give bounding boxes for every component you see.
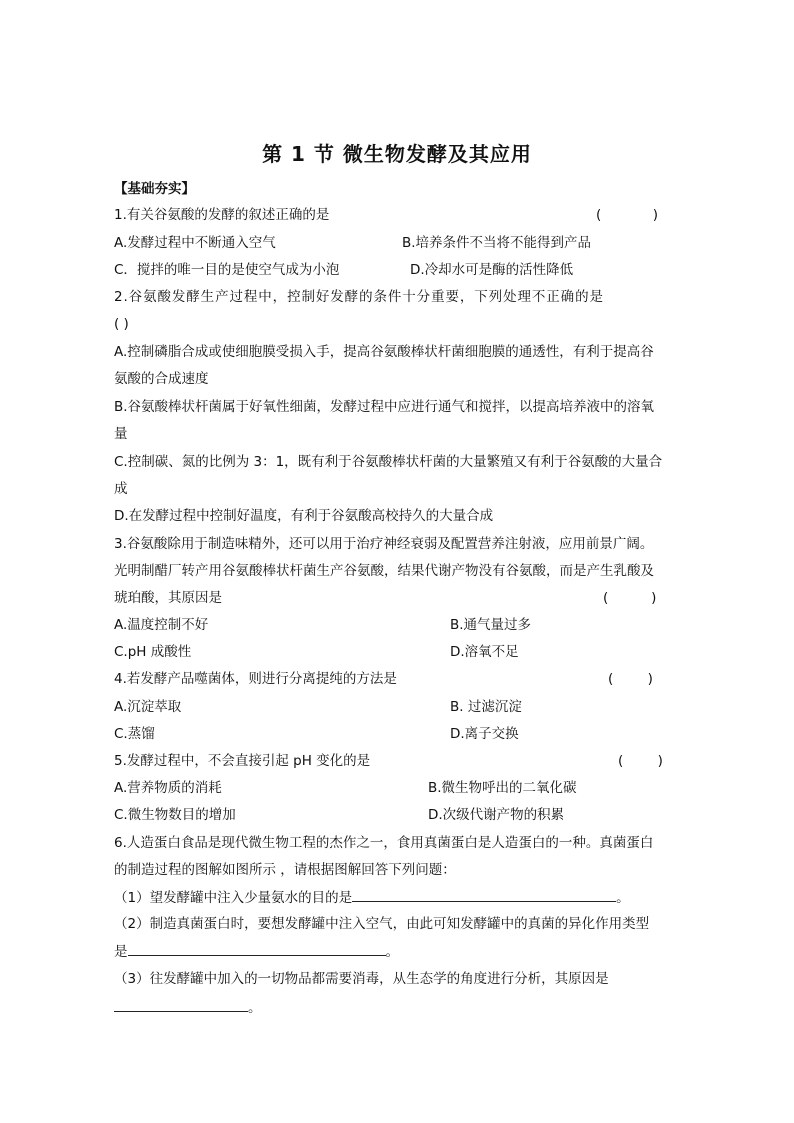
q3-answer-paren[interactable]: ( ) bbox=[603, 590, 657, 606]
q6-stem-line1: 6.人造蛋白食品是现代微生物工程的杰作之一，食用真菌蛋白是人造蛋白的一种。真菌蛋白 bbox=[114, 835, 654, 851]
q2-option-a-cont: 氨酸的合成速度 bbox=[114, 371, 209, 387]
q2-option-b[interactable]: B.谷氨酸棒状杆菌属于好氧性细菌，发酵过程中应进行通气和搅拌，以提高培养液中的溶氧 bbox=[114, 399, 655, 415]
q6-part1-blank[interactable] bbox=[352, 888, 616, 902]
q1-option-a[interactable]: A.发酵过程中不断通入空气 bbox=[114, 235, 276, 251]
q2-option-c-cont: 成 bbox=[114, 481, 128, 497]
q4-option-b[interactable]: B. 过滤沉淀 bbox=[450, 699, 522, 715]
q6-part3-cont bbox=[114, 998, 262, 1017]
q4-option-c[interactable]: C.蒸馏 bbox=[114, 726, 155, 742]
q2-option-d[interactable]: D.在发酵过程中控制好温度，有利于谷氨酸高校持久的大量合成 bbox=[114, 508, 494, 524]
q3-option-b[interactable]: B.通气量过多 bbox=[450, 617, 532, 633]
q5-option-a[interactable]: A.营养物质的消耗 bbox=[114, 780, 222, 796]
q5-option-c[interactable]: C.微生物数目的增加 bbox=[114, 807, 236, 823]
q1-option-d[interactable]: D.冷却水可是酶的活性降低 bbox=[410, 262, 574, 278]
q1-option-c[interactable]: C．搅拌的唯一目的是使空气成为小泡 bbox=[114, 262, 340, 278]
q4-answer-paren[interactable]: ( ) bbox=[608, 671, 653, 687]
q3-option-c[interactable]: C.pH 成酸性 bbox=[114, 644, 192, 660]
q6-part2-end: 。 bbox=[385, 944, 399, 960]
q6-part2-blank[interactable] bbox=[128, 942, 386, 956]
page-title: 第 1 节 微生物发酵及其应用 bbox=[262, 142, 532, 166]
q3-option-d[interactable]: D.溶氧不足 bbox=[450, 644, 519, 660]
q5-stem: 5.发酵过程中，不会直接引起 pH 变化的是 bbox=[114, 753, 371, 769]
q5-answer-paren[interactable]: ( ) bbox=[618, 753, 663, 769]
q2-stem: 2.谷氨酸发酵生产过程中，控制好发酵的条件十分重要，下列处理不正确的是 bbox=[114, 289, 604, 305]
q6-part2: （2）制造真菌蛋白时，要想发酵罐中注入空气，由此可知发酵罐中的真菌的异化作用类型 bbox=[114, 916, 650, 932]
q4-option-d[interactable]: D.离子交换 bbox=[450, 726, 519, 742]
q6-part3: （3）往发酵罐中加入的一切物品都需要消毒，从生态学的角度进行分析，其原因是 bbox=[114, 971, 609, 987]
q5-option-d[interactable]: D.次级代谢产物的积累 bbox=[428, 807, 565, 823]
section-heading: 【基础夯实】 bbox=[114, 181, 195, 197]
q3-stem-line2: 光明制醋厂转产用谷氨酸棒状杆菌生产谷氨酸，结果代谢产物没有谷氨酸，而是产生乳酸及 bbox=[114, 563, 654, 579]
q1-option-b[interactable]: B.培养条件不当将不能得到产品 bbox=[402, 235, 592, 251]
q6-part1-text: （1）望发酵罐中注入少量氨水的目的是 bbox=[114, 890, 353, 906]
q4-stem: 4.若发酵产品噬菌体，则进行分离提纯的方法是 bbox=[114, 671, 397, 687]
q6-part2-cont bbox=[114, 942, 399, 961]
q6-part1-end: 。 bbox=[616, 890, 630, 906]
q1-answer-paren[interactable]: ( ) bbox=[596, 207, 659, 223]
q5-option-b[interactable]: B.微生物呼出的二氧化碳 bbox=[428, 780, 577, 796]
q3-stem-line3: 琥珀酸，其原因是 bbox=[114, 590, 222, 606]
q2-option-a[interactable]: A.控制磷脂合成或使细胞膜受损入手，提高谷氨酸棒状杆菌细胞膜的通透性，有利于提高谷 bbox=[114, 344, 654, 360]
q6-part3-end: 。 bbox=[248, 1000, 262, 1016]
q6-stem-line2: 的制造过程的图解如图所示 ，请根据图解回答下列问题： bbox=[114, 862, 456, 878]
q6-part3-blank[interactable] bbox=[114, 998, 248, 1012]
q3-option-a[interactable]: A.温度控制不好 bbox=[114, 617, 209, 633]
q2-answer-paren[interactable]: ( ) bbox=[114, 316, 129, 332]
q3-stem-line1: 3.谷氨酸除用于制造味精外，还可以用于治疗神经衰弱及配置营养注射液，应用前景广阔。 bbox=[114, 536, 654, 552]
q1-stem: 1.有关谷氨酸的发酵的叙述正确的是 bbox=[114, 207, 330, 223]
q6-part2-text: 是 bbox=[114, 944, 128, 960]
q6-part1 bbox=[114, 888, 630, 907]
q2-option-b-cont: 量 bbox=[114, 426, 128, 442]
q4-option-a[interactable]: A.沉淀萃取 bbox=[114, 699, 182, 715]
q2-option-c[interactable]: C.控制碳、氮的比例为 3：1，既有利于谷氨酸棒状杆菌的大量繁殖又有利于谷氨酸的大量合 bbox=[114, 454, 663, 470]
